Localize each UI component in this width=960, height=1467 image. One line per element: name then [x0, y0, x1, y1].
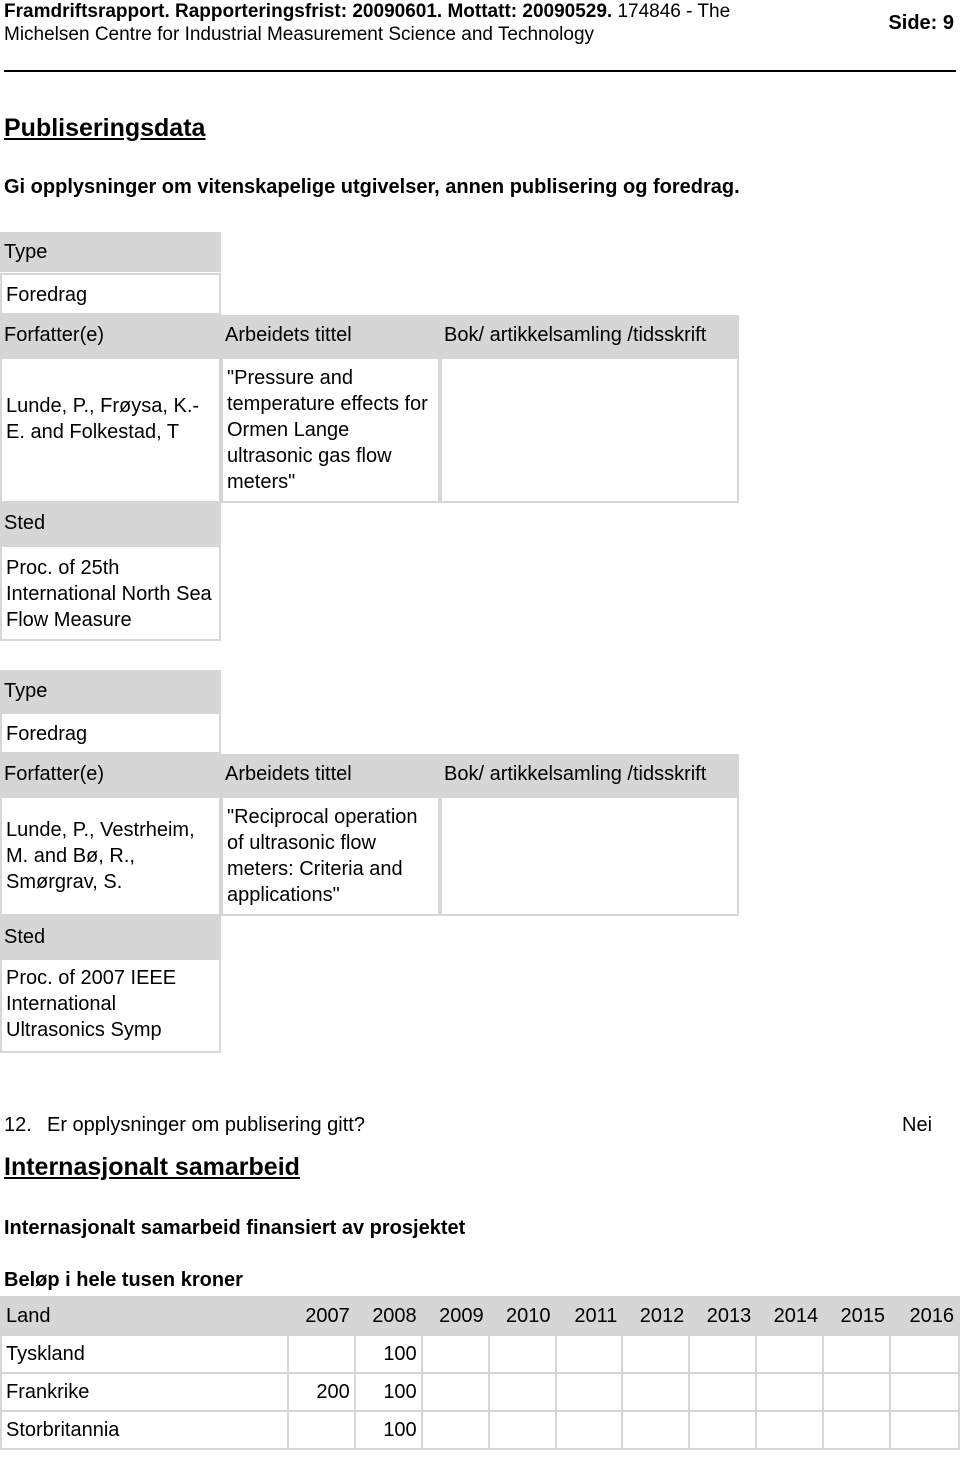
table-cell: Frankrike: [1, 1373, 288, 1411]
table-cell: [422, 1335, 489, 1373]
table-cell: [756, 1411, 823, 1449]
work-title-label: Arbeidets tittel: [221, 315, 440, 357]
table-cell: [823, 1411, 890, 1449]
table-cell: Tyskland: [1, 1335, 288, 1373]
table-cell: [489, 1373, 556, 1411]
table-cell: [890, 1335, 959, 1373]
section-title-publishing: Publiseringsdata: [4, 114, 206, 142]
table-cell: [622, 1411, 689, 1449]
table-cell: [556, 1335, 623, 1373]
cooperation-subtitle: Internasjonalt samarbeid finansiert av prosjektet: [4, 1217, 466, 1239]
amount-note: Beløp i hele tusen kroner: [4, 1269, 243, 1291]
header-cell: 2010: [489, 1297, 556, 1335]
author-value: Lunde, P., Frøysa, K.-E. and Folkestad, T: [0, 357, 221, 503]
table-cell: [622, 1335, 689, 1373]
work-title-label: Arbeidets tittel: [221, 754, 440, 796]
author-value: Lunde, P., Vestrheim, M. and Bø, R., Smørgrav, S.: [0, 796, 221, 916]
report-header-rest: 174846 - The: [617, 1, 731, 22]
table-cell: [288, 1335, 355, 1373]
header-cell: 2014: [756, 1297, 823, 1335]
report-header-line1: [4, 1, 730, 23]
header-cell: Land: [1, 1297, 288, 1335]
header-cell: 2011: [556, 1297, 623, 1335]
place-value: Proc. of 2007 IEEE International Ultrasonics Symp: [0, 958, 221, 1053]
table-cell: [890, 1373, 959, 1411]
book-label: Bok/ artikkelsamling /tidsskrift: [440, 754, 739, 796]
header-cell: 2007: [288, 1297, 355, 1335]
header-cell: 2013: [689, 1297, 756, 1335]
table-cell: [689, 1335, 756, 1373]
table-row: [1, 1335, 959, 1373]
work-title-value: "Reciprocal operation of ultrasonic flow meters: Criteria and applications": [221, 796, 440, 916]
work-title-value: "Pressure and temperature effects for Ormen Lange ultrasonic gas flow meters": [221, 357, 440, 503]
report-header-line2: Michelsen Centre for Industrial Measurement Science and Technology: [4, 24, 595, 45]
report-header-bold: Framdriftsrapport. Rapporteringsfrist: 20090601. Mottatt: 20090529.: [4, 1, 613, 22]
table-row: [1, 1411, 959, 1449]
table-row: [1, 1373, 959, 1411]
table-cell: [890, 1411, 959, 1449]
author-label: Forfatter(e): [0, 754, 221, 796]
book-value: [440, 796, 739, 916]
table-cell: [622, 1373, 689, 1411]
header-cell: 2015: [823, 1297, 890, 1335]
table-cell: [288, 1411, 355, 1449]
author-label: Forfatter(e): [0, 315, 221, 357]
table-cell: [823, 1373, 890, 1411]
table-cell: Storbritannia: [1, 1411, 288, 1449]
table-cell: [756, 1335, 823, 1373]
place-value: Proc. of 25th International North Sea Flow Measure: [0, 545, 221, 641]
header-cell: 2008: [355, 1297, 422, 1335]
table-cell: [556, 1373, 623, 1411]
publishing-intro: Gi opplysninger om vitenskapelige utgivelser, annen publisering og foredrag.: [4, 176, 740, 198]
table-header-row: [1, 1297, 959, 1335]
table-cell: 200: [288, 1373, 355, 1411]
page-number: Side: 9: [888, 12, 954, 34]
type-label: Type: [0, 670, 221, 712]
header-cell: 2016: [890, 1297, 959, 1335]
table-cell: [823, 1335, 890, 1373]
table-cell: 100: [355, 1373, 422, 1411]
table-cell: [689, 1411, 756, 1449]
type-label: Type: [0, 232, 221, 272]
question-number: 12.: [4, 1114, 32, 1136]
section-title-cooperation: Internasjonalt samarbeid: [4, 1153, 300, 1181]
question-text: Er opplysninger om publisering gitt?: [47, 1114, 365, 1136]
table-cell: [489, 1335, 556, 1373]
cooperation-table: [0, 1296, 960, 1450]
type-value: Foredrag: [0, 273, 221, 315]
place-label: Sted: [0, 916, 221, 958]
table-cell: [689, 1373, 756, 1411]
table-cell: [422, 1373, 489, 1411]
header-divider: [4, 70, 956, 72]
book-value: [440, 357, 739, 503]
table-cell: [556, 1411, 623, 1449]
book-label: Bok/ artikkelsamling /tidsskrift: [440, 315, 739, 357]
type-value: Foredrag: [0, 712, 221, 754]
table-cell: [422, 1411, 489, 1449]
table-cell: [756, 1373, 823, 1411]
place-label: Sted: [0, 503, 221, 545]
header-cell: 2012: [622, 1297, 689, 1335]
table-cell: 100: [355, 1411, 422, 1449]
question-answer: Nei: [902, 1114, 933, 1136]
table-cell: [489, 1411, 556, 1449]
header-cell: 2009: [422, 1297, 489, 1335]
table-cell: 100: [355, 1335, 422, 1373]
